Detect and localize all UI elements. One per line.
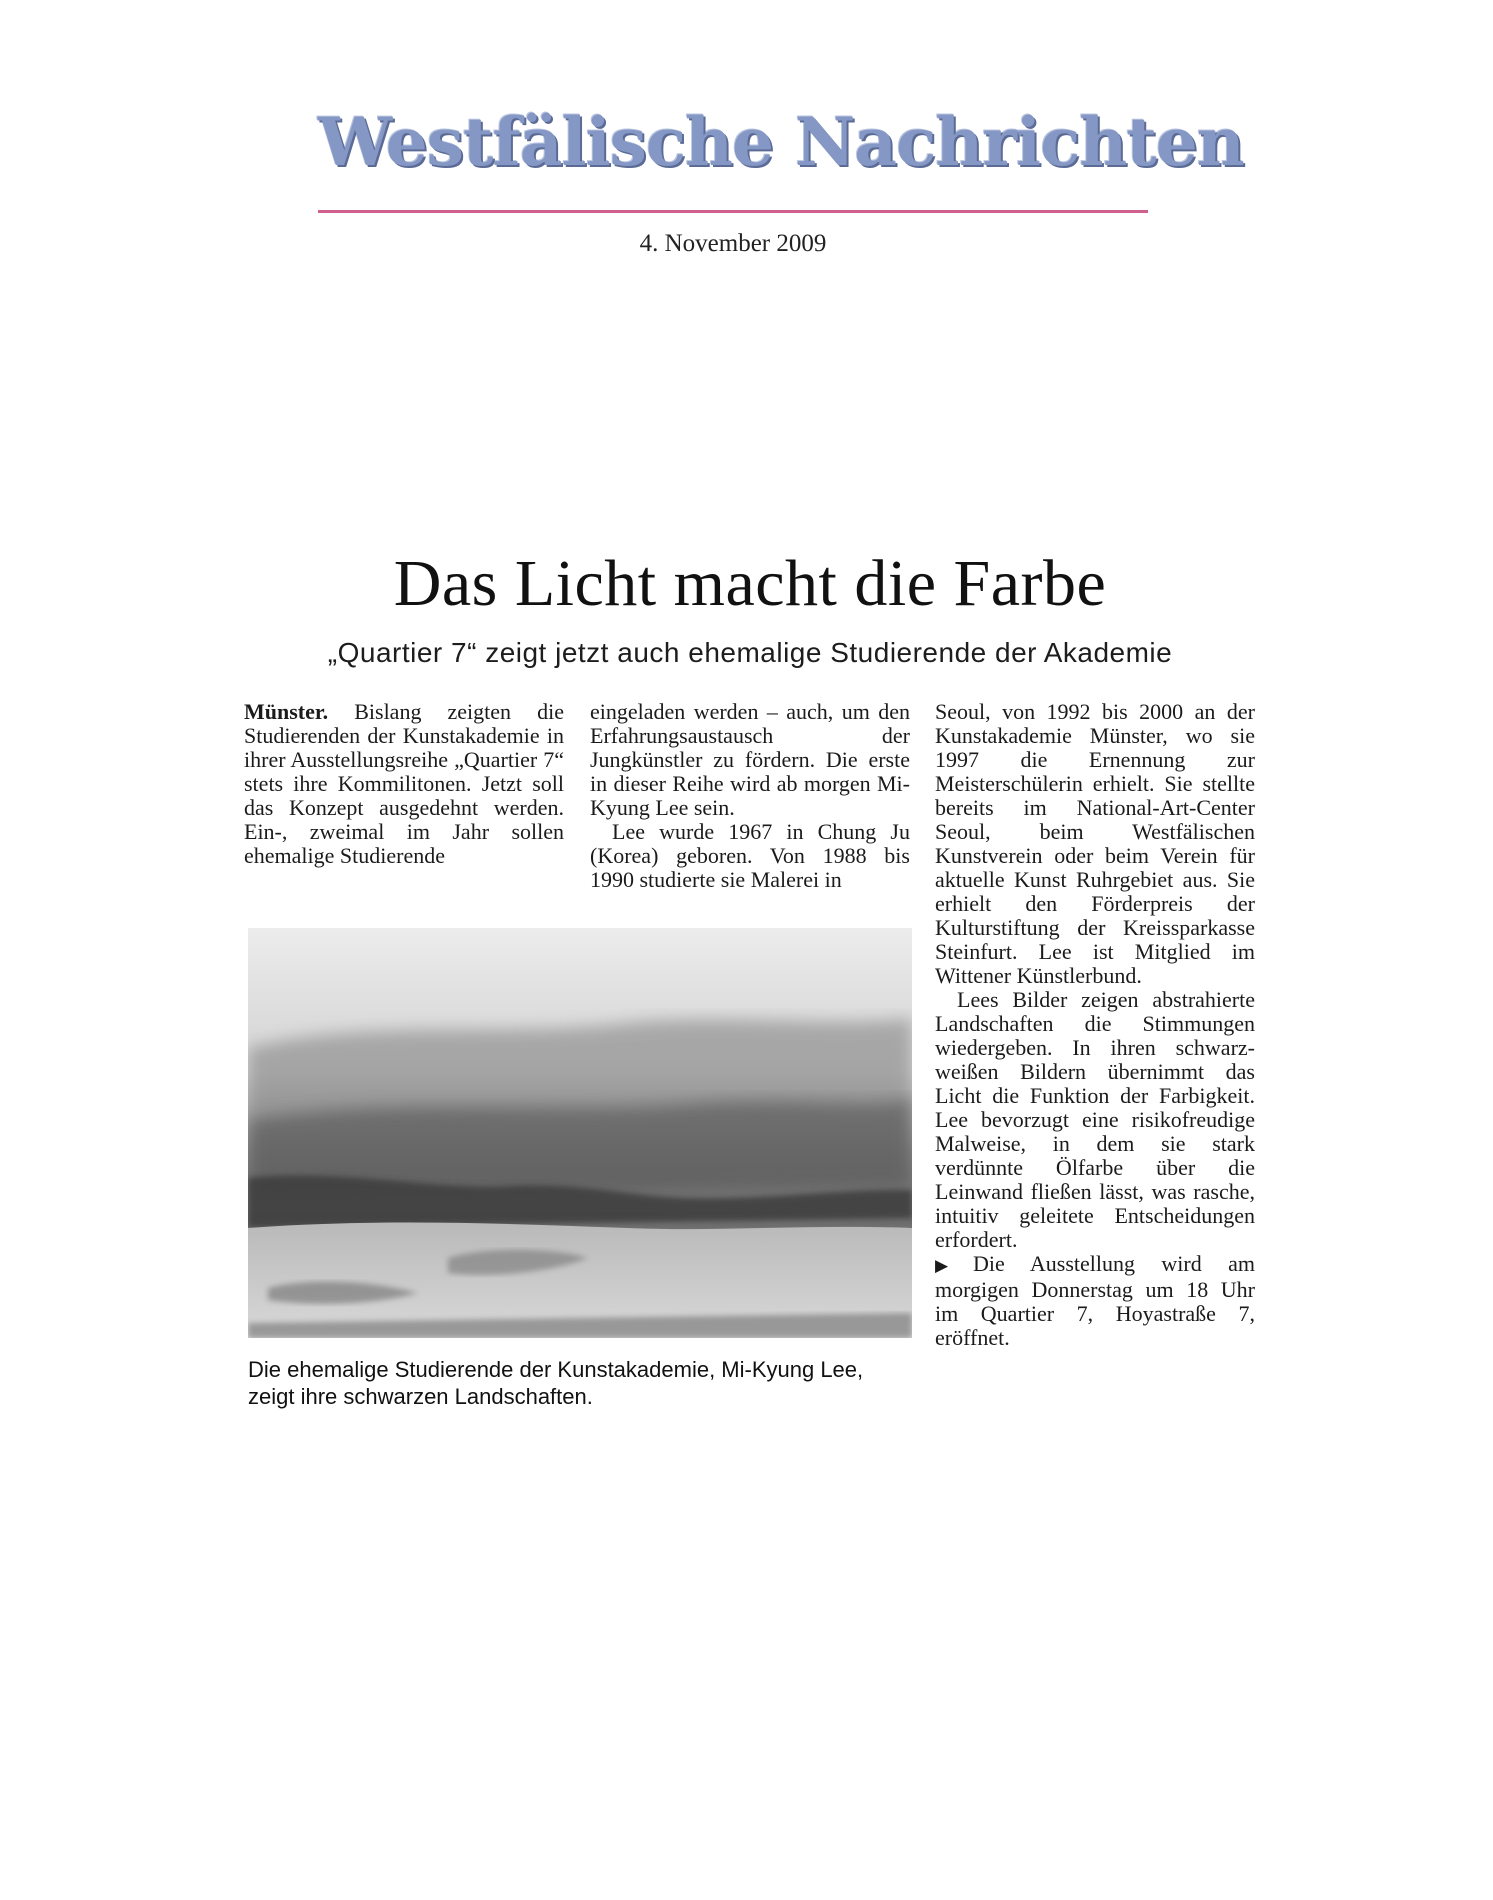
article-subheadline: „Quartier 7“ zeigt jetzt auch ehemalige Studierende der Akademie: [327, 637, 1173, 668]
article-column-1: [244, 700, 564, 868]
article-paragraph-3: Lee wurde 1967 in Chung Ju (Korea) geboren. Von 1988 bis 1990 studierte sie Malerei in: [590, 819, 910, 892]
play-arrow-icon: ▶: [935, 1256, 969, 1276]
masthead-divider: [318, 210, 1148, 213]
paragraph-6-text: Die Ausstellung wird am morgigen Donnerstag um 18 Uhr im Quartier 7, Hoyastraße 7, eröffnet.: [935, 1251, 1255, 1350]
article-paragraph-2: eingeladen werden – auch, um den Erfahrungsaustausch der Jungkünstler zu fördern. Die erste in dieser Reihe wird ab morgen Mi-Kyung Lee sein.: [590, 699, 910, 820]
paragraph-1-text: Bislang zeigten die Studierenden der Kunstakademie in ihrer Ausstellungsreihe „Quartier 7“ stets ihre Kommilitonen. Jetzt soll das Konzept ausgedehnt werden. Ein-, zweimal im Jahr sollen ehemalige Studierende: [244, 699, 564, 868]
article-headline: Das Licht macht die Farbe: [393, 547, 1107, 620]
dateline: Münster.: [244, 699, 329, 724]
landscape-photo: [248, 928, 912, 1338]
newspaper-masthead: Westfälische Nachrichten: [318, 103, 1244, 181]
article-column-2: [590, 700, 910, 892]
article-paragraph-5: Lees Bilder zeigen abstrahierte Landschaften die Stimmungen wiedergeben. In ihren schwarz-weißen Bildern übernimmt das Licht die Funktion der Farbigkeit. Lee bevorzugt eine risikofreudige Malweise, in dem sie stark verdünnte Ölfarbe über die Leinwand fließen lässt, was rasche, intuitiv geleitete Entscheidungen erfordert.: [935, 987, 1255, 1252]
article-paragraph-6: [935, 1252, 1255, 1350]
article-paragraph-1: [244, 700, 564, 868]
photo-caption: Die ehemalige Studierende der Kunstakademie, Mi-Kyung Lee, zeigt ihre schwarzen Landschaften.: [248, 1357, 864, 1409]
publication-date: 4. November 2009: [639, 230, 827, 257]
article-column-3: [935, 700, 1255, 1350]
article-paragraph-4: Seoul, von 1992 bis 2000 an der Kunstakademie Münster, wo sie 1997 die Ernennung zur Meisterschülerin erhielt. Sie stellte bereits im National-Art-Center Seoul, beim Westfälischen Kunstverein oder beim Verein für aktuelle Kunst Ruhrgebiet aus. Sie erhielt den Förderpreis der Kulturstiftung der Kreissparkasse Steinfurt. Lee ist Mitglied im Wittener Künstlerbund.: [935, 699, 1255, 988]
